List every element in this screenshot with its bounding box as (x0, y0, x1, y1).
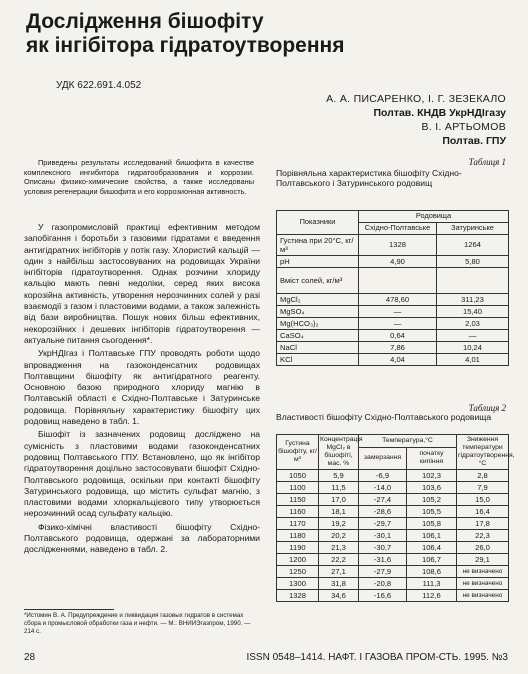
table-cell: 5,9 (319, 470, 359, 482)
author-affiliation: Полтав. КНДВ УкрНДІгазу (373, 107, 506, 119)
table-cell: — (437, 329, 509, 341)
table-cell: 108,6 (407, 566, 457, 578)
table-cell: Вміст солей, кг/м³ (277, 267, 359, 293)
table-cell: 1200 (277, 554, 319, 566)
table-cell: — (359, 317, 437, 329)
table-cell: 102,3 (407, 470, 457, 482)
table-cell: 31,8 (319, 578, 359, 590)
journal-info: ISSN 0548–1414. НАФТ. І ГАЗОВА ПРОМ-СТЬ. 1995. №3 (246, 652, 508, 663)
title-line-2: як інгібітора гідратоутворення (26, 34, 345, 57)
table-cell: 1150 (277, 494, 319, 506)
author-affiliation: Полтав. ГПУ (442, 135, 506, 147)
table-cell: 22,2 (319, 554, 359, 566)
table-cell: 1264 (437, 234, 509, 255)
udk-code: УДК 622.691.4.052 (56, 80, 142, 91)
table-row (277, 542, 509, 554)
table-1 (276, 210, 509, 366)
table-2-header-freezing: замерзання (359, 447, 407, 469)
table-cell: 1190 (277, 542, 319, 554)
table-cell: 112,6 (407, 590, 457, 602)
table-cell: 18,1 (319, 506, 359, 518)
table-2-header-density: Густина бішофіту, кг/м³ (277, 435, 319, 470)
table-1-header-col: Східно-Полтавське (359, 222, 437, 234)
table-cell: NaCl (277, 341, 359, 353)
table-row (277, 482, 509, 494)
table-cell: 17,0 (319, 494, 359, 506)
table-cell: 106,7 (407, 554, 457, 566)
table-cell: 106,4 (407, 542, 457, 554)
table-cell: MgCl₂ (277, 293, 359, 305)
table-cell: 4,04 (359, 353, 437, 365)
table-row (277, 341, 509, 353)
paragraph: У газопромисловій практиці ефективним методом запобігання і боротьби з газовими гідратами є введення антигідратних інгібіторів у потік газу. Хлористий кальцій — один з найбільш застосовуваних на родовищах України інгібіторів гідратоутворення. Однак розчини хлориду кальцію мають певні недоліки, серед яких висока корозійна активність, утворення нерозчинних солей у разі взаємодії з газом і пластовими водами, а також залежність від бази виробництва. Пошук нових більш ефективних, некорозійних і дешевих інгібіторів гідратоутворення — актуальне питання сьогодення*. (24, 222, 260, 345)
table-cell: не визначено (457, 566, 509, 578)
table-cell: -30,7 (359, 542, 407, 554)
table-cell (437, 267, 509, 293)
table-cell: 311,23 (437, 293, 509, 305)
table-cell (359, 267, 437, 293)
table-cell: 10,24 (437, 341, 509, 353)
table-cell: 1050 (277, 470, 319, 482)
table-row (277, 530, 509, 542)
table-1-header-col: Затуринське (437, 222, 509, 234)
table-cell: Густина при 20°С, кг/м³ (277, 234, 359, 255)
table-cell: 0,64 (359, 329, 437, 341)
table-row (277, 506, 509, 518)
table-cell: 1170 (277, 518, 319, 530)
table-row (277, 353, 509, 365)
table-2-label: Таблиця 2 (468, 403, 506, 413)
table-1-header-group: Родовища (359, 211, 509, 223)
abstract: Приведены результаты исследований бишофита в качестве комплексного ингибитора гидратообразования и коррозии. Описаны физико-химические свойства, а также исследованы условия регенерации бишофита и его коррозионная активность. (24, 158, 254, 196)
table-row (277, 590, 509, 602)
table-cell: 1100 (277, 482, 319, 494)
table-cell: — (359, 305, 437, 317)
paragraph: Бішофіт із зазначених родовищ досліджено на сумісність з пластовими водами газоконденсатних родовищ Полтавського ГПУ. Встановлено, що як інгібітор гідратоутворення доцільно застосовувати бішофіт Східно-Полтавського родовища, оскільки при контакті бішофіту Затуринського родовища, що містить сульфат магнію, з пластовими водами хлоркальцієвого типу утворюється нерозчинний осад сульфату кальцію. (24, 429, 260, 519)
table-cell: CaSO₄ (277, 329, 359, 341)
article-title (26, 10, 446, 58)
table-cell: 1180 (277, 530, 319, 542)
table-cell: 106,1 (407, 530, 457, 542)
table-cell: MgSO₄ (277, 305, 359, 317)
table-cell: pH (277, 255, 359, 267)
table-cell: KCl (277, 353, 359, 365)
table-cell: 1250 (277, 566, 319, 578)
table-cell: 15,0 (457, 494, 509, 506)
table-cell: 478,60 (359, 293, 437, 305)
page-number: 28 (24, 652, 36, 663)
footnote-divider (24, 609, 114, 610)
table-1-header-param: Показники (277, 211, 359, 235)
table-2 (276, 434, 515, 602)
table-cell: 105,8 (407, 518, 457, 530)
table-cell: 27,1 (319, 566, 359, 578)
table-1-label: Таблиця 1 (468, 157, 506, 167)
table-row (277, 255, 509, 267)
table-row (277, 494, 509, 506)
table-cell: 1328 (277, 590, 319, 602)
table-cell: 34,6 (319, 590, 359, 602)
table-cell: 2,8 (457, 470, 509, 482)
table-cell: не визначено (457, 590, 509, 602)
table-row (277, 267, 509, 293)
table-cell: -16,6 (359, 590, 407, 602)
page-footer (24, 652, 508, 663)
author-names: В. І. АРТЬОМОВ (421, 121, 506, 133)
body-text (24, 222, 260, 558)
table-cell: 7,9 (457, 482, 509, 494)
table-row (277, 305, 509, 317)
table-cell: Mg(HCO₃)₂ (277, 317, 359, 329)
table-cell: 2,03 (437, 317, 509, 329)
table-cell: -14,0 (359, 482, 407, 494)
table-cell: 1160 (277, 506, 319, 518)
table-cell: -20,8 (359, 578, 407, 590)
table-cell: -31,6 (359, 554, 407, 566)
table-2-caption: Властивості бішофіту Східно-Полтавського родовища (276, 412, 492, 422)
table-cell: 105,5 (407, 506, 457, 518)
table-cell: -29,7 (359, 518, 407, 530)
table-cell: 17,8 (457, 518, 509, 530)
table-cell: 5,80 (437, 255, 509, 267)
table-2-header-temperature: Температура,°С (359, 435, 457, 448)
table-cell: 26,0 (457, 542, 509, 554)
table-row (277, 578, 509, 590)
table-cell: 1300 (277, 578, 319, 590)
table-1-caption: Порівняльна характеристика бішофіту Східно-Полтавського і Затуринського родовищ (276, 168, 462, 189)
table-cell: -27,9 (359, 566, 407, 578)
table-2-header-concentration: Концентрація MgCl₂ в бішофіті, мас. % (319, 435, 359, 470)
table-cell: -30,1 (359, 530, 407, 542)
table-cell: 105,2 (407, 494, 457, 506)
table-row (277, 518, 509, 530)
author-names: А. А. ПИСАРЕНКО, І. Г. ЗЕЗЕКАЛО (326, 93, 506, 105)
table-row (277, 293, 509, 305)
table-cell: 1328 (359, 234, 437, 255)
table-row (277, 554, 509, 566)
table-row (277, 329, 509, 341)
footnote: *Истомин В. А. Предупреждение и ликвидация газовых гидратов в системах сбора и промысловой обработки газа и нефти. — М.: ВНИИЭгазпром, 1990. — 214 с. (24, 612, 251, 635)
table-cell: не визначено (457, 578, 509, 590)
table-cell: 7,86 (359, 341, 437, 353)
paragraph: УкрНДІгаз і Полтавське ГПУ проводять роботи щодо впровадження на газоконденсатних родовищах Полтавщини бішофіту як антигідратного реагенту. Основною базою природного хлориду магнію в Полтавській області є Східно-Полтавське і Затуринське родовища. Порівняльну характеристику бішофіту цих родовищ наведено в табл. 1. (24, 348, 260, 427)
table-row (277, 234, 509, 255)
table-cell: 21,3 (319, 542, 359, 554)
table-2-header-boiling: початку кипіння (407, 447, 457, 469)
table-row (277, 317, 509, 329)
table-cell: -27,4 (359, 494, 407, 506)
table-cell: 22,3 (457, 530, 509, 542)
table-row (277, 566, 509, 578)
table-2-header-reduction: Зниження температури гідратоутворення,°С (457, 435, 509, 470)
table-cell: -6,9 (359, 470, 407, 482)
table-cell: 4,90 (359, 255, 437, 267)
table-cell: 11,5 (319, 482, 359, 494)
table-cell: 20,2 (319, 530, 359, 542)
table-cell: 4,01 (437, 353, 509, 365)
table-cell: 111,3 (407, 578, 457, 590)
table-cell: 15,40 (437, 305, 509, 317)
table-row (277, 470, 509, 482)
table-cell: 16,4 (457, 506, 509, 518)
table-cell: -28,6 (359, 506, 407, 518)
title-line-1: Дослідження бішофіту (26, 10, 264, 33)
table-cell: 103,6 (407, 482, 457, 494)
paragraph: Фізико-хімічні властивості бішофіту Східно-Полтавського родовища, одержані за лабораторними дослідженнями, наведено в табл. 2. (24, 521, 260, 555)
authors-block (326, 92, 506, 148)
table-cell: 29,1 (457, 554, 509, 566)
table-cell: 19,2 (319, 518, 359, 530)
